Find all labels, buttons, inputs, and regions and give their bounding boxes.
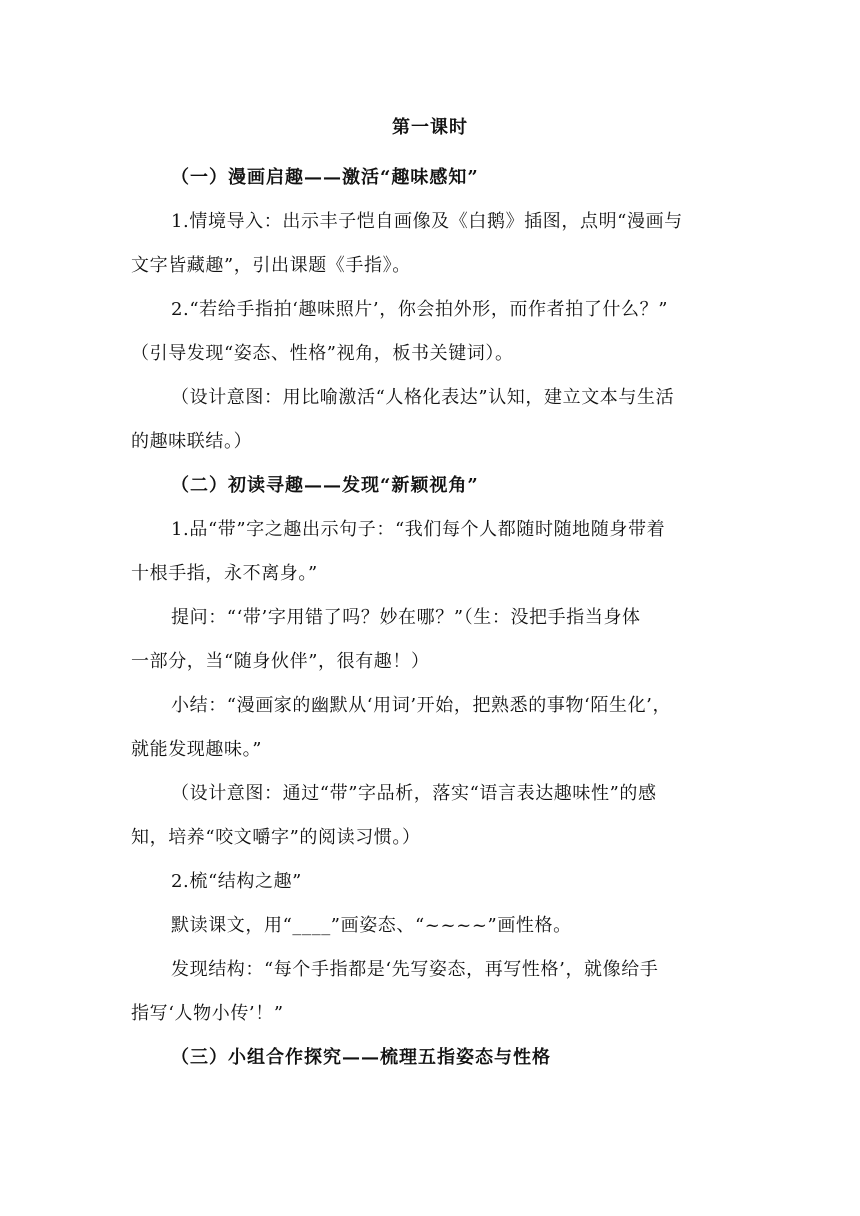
paragraph-line: 提问：“‘带’字用错了吗？妙在哪？”（生：没把手指当身体 <box>171 607 641 628</box>
paragraph-line: 默读课文，用“____”画姿态、“~~~~”画性格。 <box>171 915 572 936</box>
section-heading-2: （二）初读寻趣——发现“新颖视角” <box>171 475 479 496</box>
paragraph-line: 指写‘人物小传’！” <box>131 1003 284 1024</box>
paragraph-line: 小结：“漫画家的幽默从‘用词’开始，把熟悉的事物‘陌生化’， <box>171 695 672 716</box>
paragraph-line: （设计意图：通过“带”字品析，落实“语言表达趣味性”的感 <box>171 783 657 804</box>
paragraph-line: （引导发现“姿态、性格”视角，板书关键词）。 <box>131 343 514 364</box>
paragraph-line: 就能发现趣味。” <box>131 739 263 760</box>
page-title: 第一课时 <box>392 117 468 138</box>
paragraph-line: （设计意图：用比喻激活“人格化表达”认知，建立文本与生活 <box>171 387 675 408</box>
section-heading-1: （一）漫画启趣——激活“趣味感知” <box>171 167 479 188</box>
paragraph-line: 2.“若给手指拍‘趣味照片’，你会拍外形，而作者拍了什么？” <box>171 299 669 320</box>
paragraph-line: 1.情境导入：出示丰子恺自画像及《白鹅》插图，点明“漫画与 <box>171 211 683 232</box>
paragraph-line: 1.品“带”字之趣出示句子：“我们每个人都随时随地随身带着 <box>171 519 666 540</box>
paragraph-line: 的趣味联结。） <box>131 431 253 452</box>
section-heading-3: （三）小组合作探究——梳理五指姿态与性格 <box>171 1047 551 1068</box>
paragraph-line: 十根手指，永不离身。” <box>131 563 318 584</box>
paragraph-line: 2.梳“结构之趣” <box>171 871 302 892</box>
paragraph-line: 一部分，当“随身伙伴”，很有趣！） <box>131 651 430 672</box>
paragraph-line: 文字皆藏趣”，引出课题《手指》。 <box>131 255 411 276</box>
document-body <box>131 156 731 1080</box>
paragraph-line: 知，培养“咬文嚼字”的阅读习惯。） <box>131 827 421 848</box>
paragraph-line: 发现结构：“每个手指都是‘先写姿态，再写性格’，就像给手 <box>171 959 659 980</box>
